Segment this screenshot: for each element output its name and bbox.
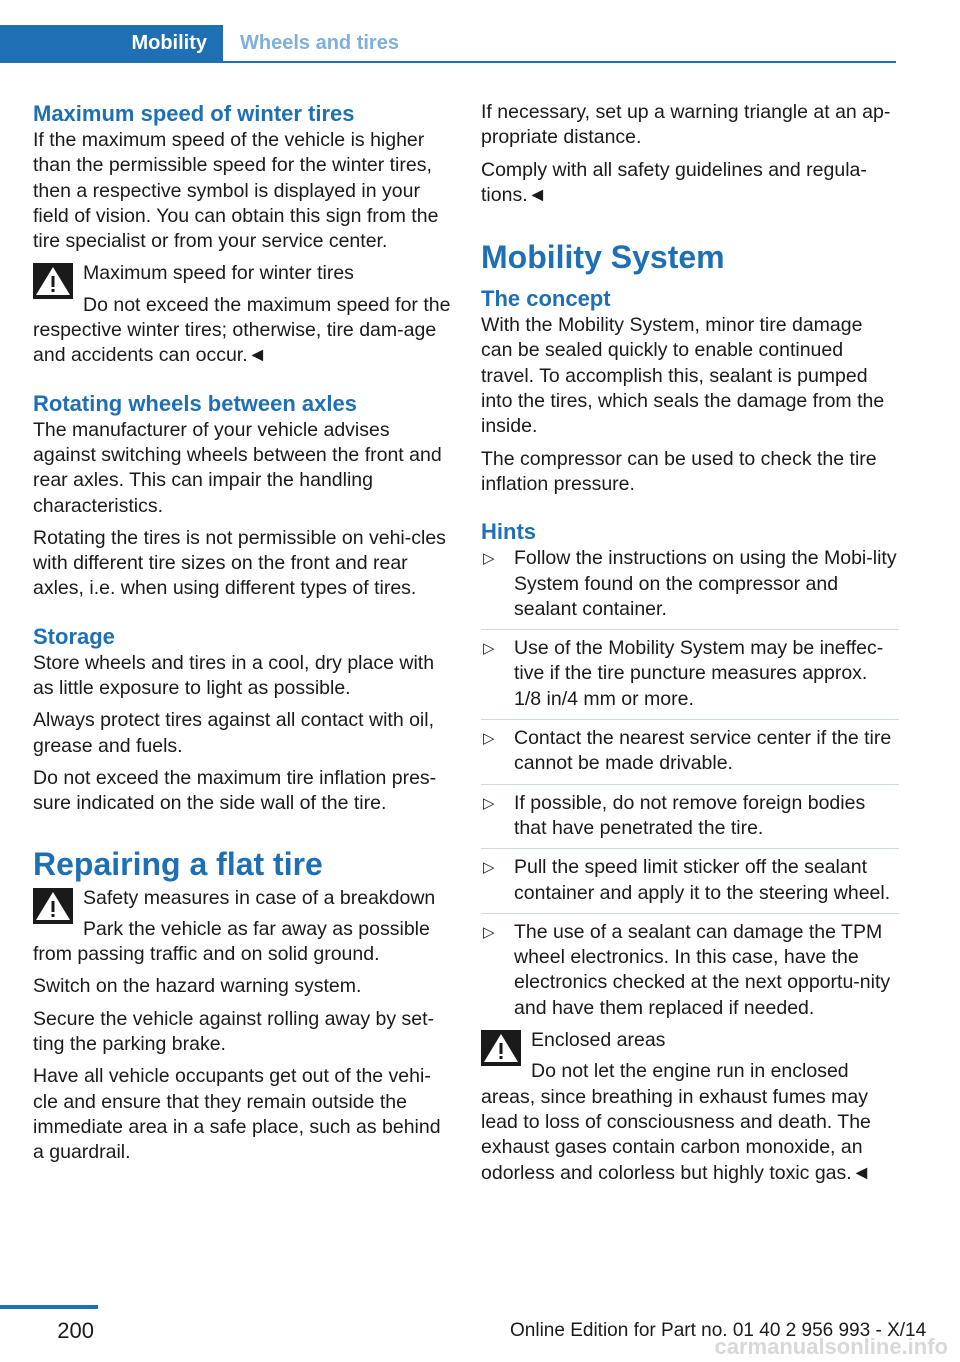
warning-text: Do not let the engine run in enclosed areas, since breathing in exhaust fumes may lead to loss of consciousness and death. The exhaust gases contain carbon monoxide, an odorless and colorless but highly toxic gas.◄ bbox=[481, 1060, 871, 1184]
footer-bar bbox=[0, 1305, 98, 1309]
concept-text-1: With the Mobility System, minor tire damage can be sealed quickly to enable continued travel. To accomplish this, sealant is pumped into the tires, which seals the damage from the inside. bbox=[481, 314, 885, 438]
repair-text-3: Have all vehicle occupants get out of the vehi-cle and ensure that they remain outside the immediate area in a safe place, such as behind a guardrail. bbox=[33, 1065, 441, 1164]
warning-triangle-icon bbox=[33, 888, 73, 924]
concept-heading: The concept bbox=[481, 286, 611, 312]
mobility-system-heading: Mobility System bbox=[481, 239, 725, 276]
warning-triangle-icon bbox=[481, 1030, 521, 1066]
edition-text: Online Edition for Part no. 01 40 2 956 993 - X/14 bbox=[510, 1320, 927, 1341]
list-item: ▷ Pull the speed limit sticker off the sealant container and apply it to the steering wheel. bbox=[483, 856, 891, 904]
section-tab[interactable]: Mobility bbox=[0, 25, 223, 61]
bullet-triangle-icon: ▷ bbox=[483, 550, 495, 568]
repair-heading: Repairing a flat tire bbox=[33, 845, 323, 882]
warning-text: Do not exceed the maximum speed for the respective winter tires; otherwise, tire dam-age and accidents can occur.◄ bbox=[33, 293, 451, 367]
header-divider bbox=[0, 61, 896, 63]
bullet-triangle-icon: ▷ bbox=[483, 923, 495, 941]
warning-title: Safety measures in case of a breakdown bbox=[83, 886, 436, 909]
bullet-triangle-icon: ▷ bbox=[483, 640, 495, 658]
divider bbox=[481, 784, 899, 785]
warning-title: Enclosed areas bbox=[531, 1029, 666, 1052]
rotating-heading: Rotating wheels between axles bbox=[33, 390, 357, 416]
bullet-triangle-icon: ▷ bbox=[483, 859, 495, 877]
rotating-text-2: Rotating the tires is not permissible on vehi-cles with different tire sizes on the front and rear axles, i.e. when using different types of tires. bbox=[33, 526, 446, 600]
list-item: ▷ Use of the Mobility System may be ineffec-tive if the tire puncture measures approx. 1/8 in/4 mm or more. bbox=[483, 637, 884, 710]
page-number: 200 bbox=[57, 1318, 94, 1343]
storage-text-1: Store wheels and tires in a cool, dry place with as little exposure to light as possible. bbox=[33, 651, 435, 700]
divider bbox=[481, 848, 899, 849]
repair-text-1: Switch on the hazard warning system. bbox=[33, 975, 362, 998]
list-item: ▷ Follow the instructions on using the Mobi-lity System found on the compressor and sealant container. bbox=[483, 547, 897, 620]
watermark: carmanualsonline.info bbox=[714, 1334, 948, 1359]
page-header bbox=[0, 0, 960, 64]
storage-text-2: Always protect tires against all contact with oil, grease and fuels. bbox=[33, 709, 435, 757]
hints-list bbox=[481, 546, 899, 1021]
storage-text-3: Do not exceed the maximum tire inflation pres-sure indicated on the side wall of the tire. bbox=[33, 766, 437, 815]
bullet-triangle-icon: ▷ bbox=[483, 794, 495, 812]
winter-tires-text: If the maximum speed of the vehicle is higher than the permissible speed for the winter tires, then a respective symbol is displayed in your field of vision. You can obtain this sign from the tire specialist or from your service center. bbox=[33, 129, 439, 253]
repair-text-2: Secure the vehicle against rolling away by set-ting the parking brake. bbox=[33, 1007, 435, 1056]
divider bbox=[481, 913, 899, 914]
right-column bbox=[481, 100, 899, 1193]
subsection-tab[interactable]: Wheels and tires bbox=[240, 32, 399, 54]
rotating-text-1: The manufacturer of your vehicle advises against switching wheels between the front and rear axles. This can impair the handling characteristics. bbox=[33, 418, 442, 517]
warning-triangle-icon bbox=[33, 263, 73, 299]
warning-text: Park the vehicle as far away as possible from passing traffic and on solid ground. bbox=[33, 917, 430, 966]
left-column bbox=[33, 100, 451, 1173]
list-item: ▷ If possible, do not remove foreign bodies that have penetrated the tire. bbox=[483, 791, 866, 839]
warning-title: Maximum speed for winter tires bbox=[83, 262, 354, 285]
breakdown-warning bbox=[33, 886, 451, 968]
list-item: ▷ The use of a sealant can damage the TPM wheel electronics. In this case, have the electronics checked at the next opportu-nity and have them replaced if needed. bbox=[483, 920, 891, 1019]
bullet-triangle-icon: ▷ bbox=[483, 730, 495, 748]
hints-heading: Hints bbox=[481, 519, 536, 545]
enclosed-areas-warning bbox=[481, 1028, 899, 1186]
list-item: ▷ Contact the nearest service center if the tire cannot be made drivable. bbox=[483, 727, 892, 775]
storage-heading: Storage bbox=[33, 623, 115, 649]
divider bbox=[481, 719, 899, 720]
divider bbox=[481, 629, 899, 630]
guidelines-text: Comply with all safety guidelines and regula-tions.◄ bbox=[481, 158, 867, 206]
winter-tires-heading: Maximum speed of winter tires bbox=[33, 101, 355, 126]
winter-warning bbox=[33, 261, 451, 368]
concept-text-2: The compressor can be used to check the tire inflation pressure. bbox=[481, 447, 877, 495]
triangle-text: If necessary, set up a warning triangle at an ap-propriate distance. bbox=[481, 101, 891, 149]
